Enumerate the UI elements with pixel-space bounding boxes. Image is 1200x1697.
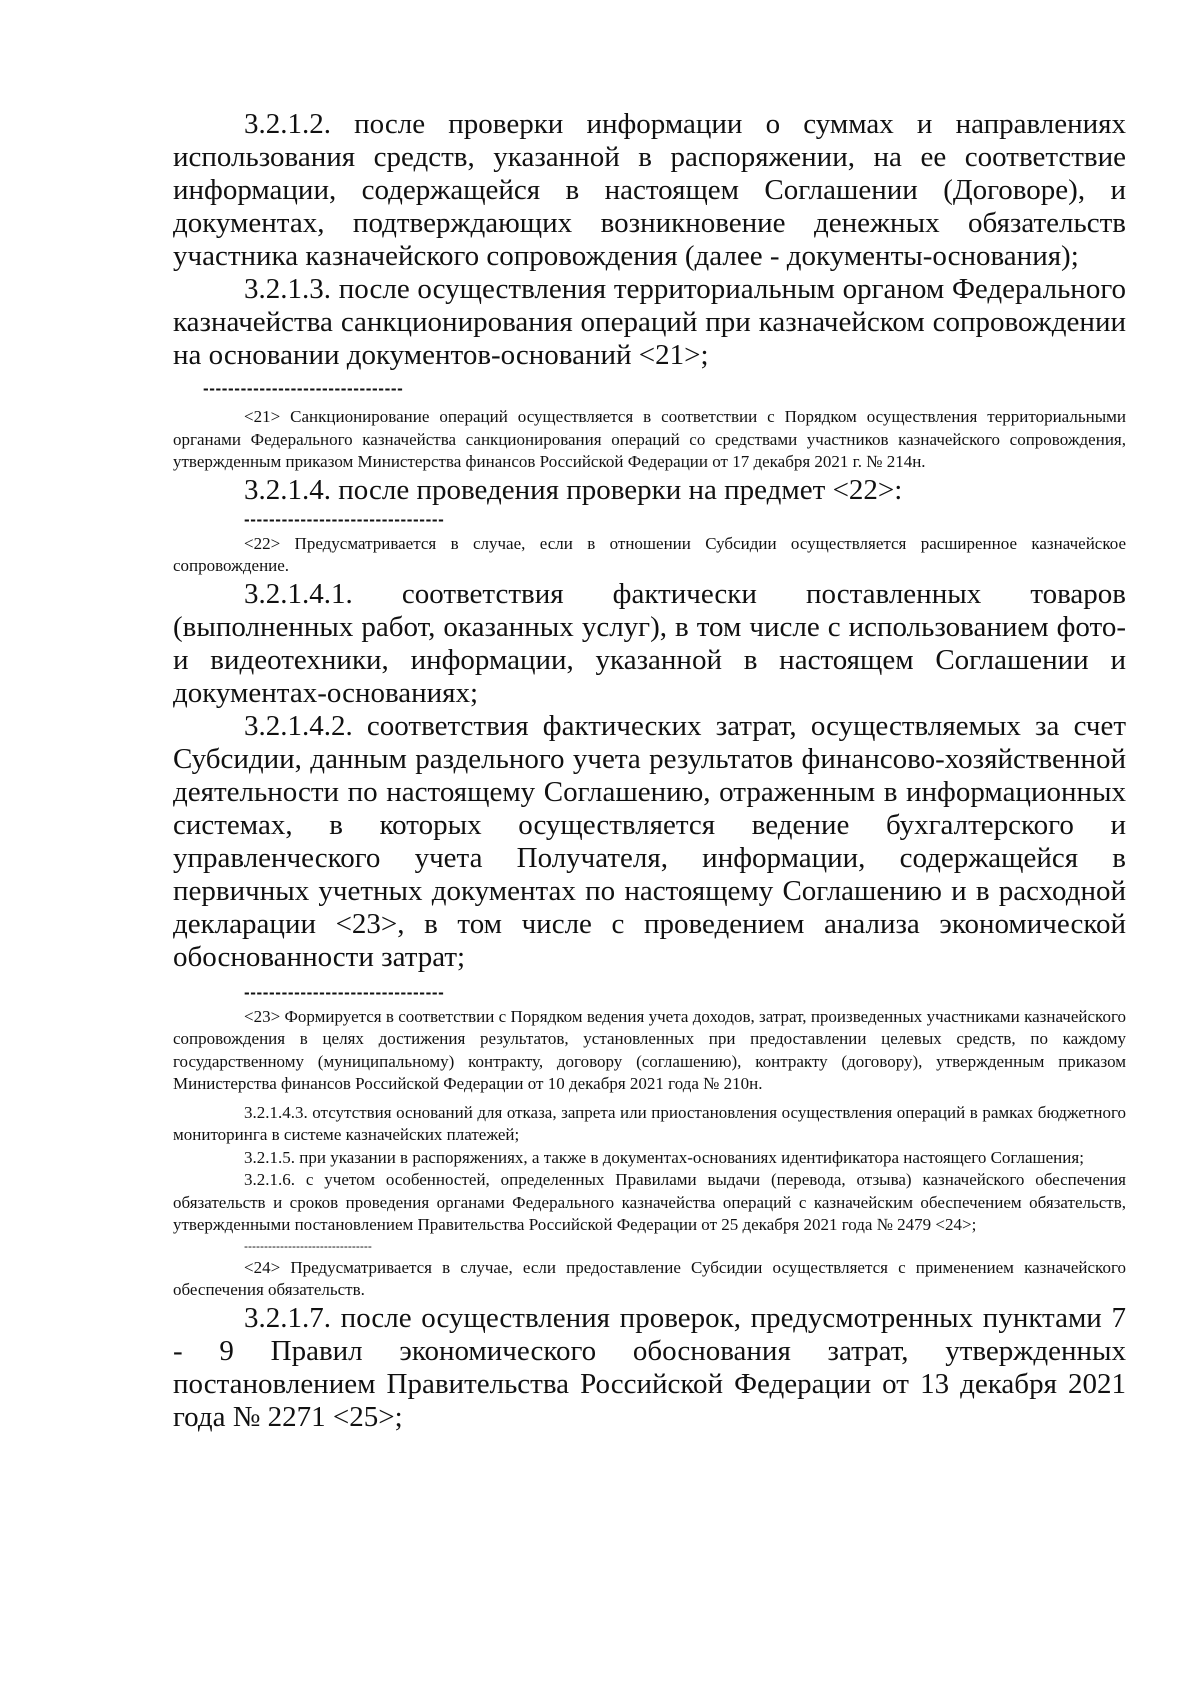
- paragraph-3-2-1-3: 3.2.1.3. после осуществления территориальным органом Федерального казначейства санкционирования операций при казначейском сопровождении на основании документов-оснований <21>;: [173, 273, 1126, 371]
- footnote-separator: --------------------------------: [244, 982, 445, 1002]
- paragraph-3-2-1-4-1: 3.2.1.4.1. соответствия фактически поставленных товаров (выполненных работ, оказанных услуг), в том числе с использованием фото- и видеотехники, информации, указанной в настоящем Соглашении и документах-основаниях;: [173, 577, 1126, 709]
- footnote-22: <22> Предусматривается в случае, если в отношении Субсидии осуществляется расширенное казначейское сопровождение.: [173, 533, 1126, 575]
- footnote-separator: --------------------------------: [244, 509, 445, 529]
- footnote-21: <21> Санкционирование операций осуществляется в соответствии с Порядком осуществления территориальными органами Федерального казначейства санкционирования операций со средствами участников казначейского сопровождения, утвержденным приказом Министерства финансов Российской Федерации от 17 декабря 2021 г. № 214н.: [173, 407, 1126, 471]
- footnote-24: <24> Предусматривается в случае, если предоставление Субсидии осуществляется с применением казначейского обеспечения обязательств.: [173, 1257, 1126, 1299]
- footnote-separator: --------------------------------: [244, 1238, 372, 1253]
- paragraph-3-2-1-7: 3.2.1.7. после осуществления проверок, предусмотренных пунктами 7 - 9 Правил экономического обоснования затрат, утвержденных постановлением Правительства Российской Федерации от 13 декабря 2021 года № 2271 <25>;: [173, 1301, 1126, 1433]
- paragraph-3-2-1-4-2: 3.2.1.4.2. соответствия фактических затрат, осуществляемых за счет Субсидии, данным раздельного учета результатов финансово-хозяйственной деятельности по настоящему Соглашению, отраженным в информационных системах, в которых осуществляется ведение бухгалтерского и управленческого учета Получателя, информации, содержащейся в первичных учетных документах по настоящему Соглашению и в расходной декларации <23>, в том числе с проведением анализа экономической обоснованности затрат;: [173, 709, 1126, 973]
- paragraph-3-2-1-4-3: 3.2.1.4.3. отсутствия оснований для отказа, запрета или приостановления осуществления операций в рамках бюджетного мониторинга в системе казначейских платежей;: [173, 1102, 1126, 1144]
- footnote-separator: --------------------------------: [203, 379, 404, 398]
- paragraph-3-2-1-2: 3.2.1.2. после проверки информации о суммах и направлениях использования средств, указанной в распоряжении, на ее соответствие информации, содержащейся в настоящем Соглашении (Договоре), и документах, подтверждающих возникновение денежных обязательств участника казначейского сопровождения (далее - документы-основания);: [173, 108, 1126, 272]
- footnote-23: <23> Формируется в соответствии с Порядком ведения учета доходов, затрат, произведенных участниками казначейского сопровождения в целях достижения результатов, установленных при предоставлении целевых средств, по каждому государственному (муниципальному) контракту, договору (соглашению), контракту (договору), утвержденным приказом Министерства финансов Российской Федерации от 10 декабря 2021 года № 210н.: [173, 1006, 1126, 1093]
- paragraph-3-2-1-4: 3.2.1.4. после проведения проверки на предмет <22>:: [244, 473, 903, 506]
- paragraph-3-2-1-6: 3.2.1.6. с учетом особенностей, определенных Правилами выдачи (перевода, отзыва) казначейского обеспечения обязательств и сроков проведения органами Федерального казначейства операций с казначейским обеспечением обязательств, утвержденными постановлением Правительства Российской Федерации от 25 декабря 2021 года № 2479 <24>;: [173, 1170, 1126, 1234]
- document-body: [173, 108, 1126, 1434]
- paragraph-3-2-1-5: 3.2.1.5. при указании в распоряжениях, а также в документах-основаниях идентификатора настоящего Соглашения;: [244, 1147, 1084, 1167]
